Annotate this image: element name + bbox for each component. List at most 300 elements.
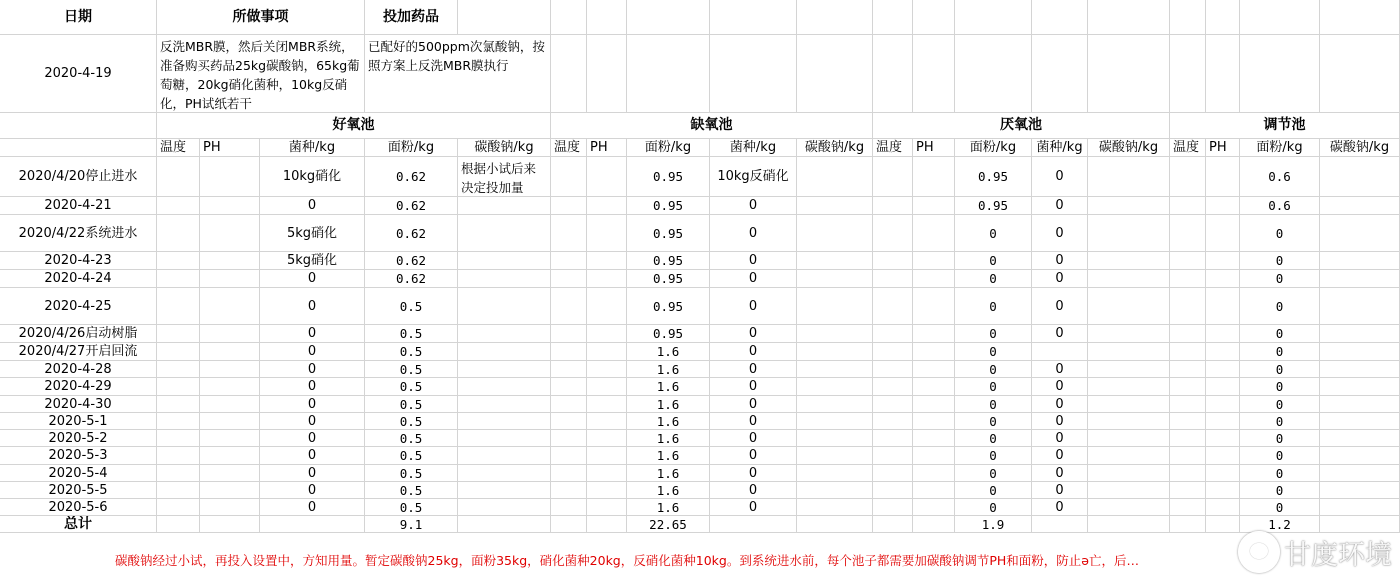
- empty-cell[interactable]: [157, 288, 200, 325]
- anoxic-flour[interactable]: 1.6: [627, 465, 710, 482]
- anoxic-bacteria[interactable]: 0: [710, 197, 797, 215]
- aerobic-flour[interactable]: 0.5: [365, 447, 458, 465]
- empty-cell[interactable]: [797, 499, 873, 516]
- anoxic-flour[interactable]: 0.95: [627, 252, 710, 270]
- aerobic-flour[interactable]: 0.5: [365, 465, 458, 482]
- empty-cell[interactable]: [551, 35, 587, 113]
- empty-cell[interactable]: [1320, 197, 1400, 215]
- empty-cell[interactable]: [873, 413, 913, 430]
- empty-cell[interactable]: [913, 343, 955, 361]
- empty-cell[interactable]: [1320, 157, 1400, 197]
- aerobic-sodium[interactable]: [458, 378, 551, 396]
- equalization-flour[interactable]: 0: [1240, 482, 1320, 499]
- empty-cell[interactable]: [551, 482, 587, 499]
- empty-cell[interactable]: [797, 270, 873, 288]
- empty-cell[interactable]: [1320, 343, 1400, 361]
- row-date[interactable]: 2020-4-21: [0, 197, 157, 215]
- equalization-flour[interactable]: 0: [1240, 343, 1320, 361]
- subheader-equalization-3[interactable]: 碳酸钠/kg: [1320, 139, 1400, 157]
- empty-cell[interactable]: [710, 516, 797, 533]
- empty-cell[interactable]: [913, 215, 955, 252]
- subheader-anoxic-3[interactable]: 菌种/kg: [710, 139, 797, 157]
- empty-cell[interactable]: [551, 343, 587, 361]
- empty-cell[interactable]: [157, 361, 200, 378]
- empty-cell[interactable]: [551, 157, 587, 197]
- empty-cell[interactable]: [797, 252, 873, 270]
- tank-anoxic-header[interactable]: 缺氧池: [551, 113, 873, 139]
- aerobic-bacteria[interactable]: 10kg硝化: [260, 157, 365, 197]
- empty-cell[interactable]: [157, 325, 200, 343]
- anaerobic-bacteria[interactable]: 0: [1032, 157, 1088, 197]
- empty-cell[interactable]: [913, 157, 955, 197]
- anoxic-flour[interactable]: 0.95: [627, 325, 710, 343]
- equalization-flour[interactable]: 0: [1240, 430, 1320, 447]
- anaerobic-flour[interactable]: 0: [955, 499, 1032, 516]
- empty-cell[interactable]: [873, 0, 913, 35]
- first-entry-matters[interactable]: 反洗MBR膜，然后关闭MBR系统，准备购买药品25kg碳酸钠，65kg葡萄糖，20kg硝化菌种，10kg反硝化，PH试纸若干: [157, 35, 365, 113]
- subheader-aerobic-4[interactable]: 碳酸钠/kg: [458, 139, 551, 157]
- empty-cell[interactable]: [873, 343, 913, 361]
- empty-cell[interactable]: [157, 197, 200, 215]
- empty-cell[interactable]: [1206, 482, 1240, 499]
- empty-cell[interactable]: [797, 215, 873, 252]
- anaerobic-bacteria[interactable]: 0: [1032, 413, 1088, 430]
- empty-cell[interactable]: [797, 0, 873, 35]
- aerobic-bacteria[interactable]: 0: [260, 482, 365, 499]
- empty-cell[interactable]: [1320, 0, 1400, 35]
- empty-cell[interactable]: [157, 465, 200, 482]
- aerobic-bacteria[interactable]: 0: [260, 197, 365, 215]
- empty-cell[interactable]: [873, 197, 913, 215]
- anaerobic-flour[interactable]: 0: [955, 361, 1032, 378]
- empty-cell[interactable]: [0, 139, 157, 157]
- empty-cell[interactable]: [710, 0, 797, 35]
- empty-cell[interactable]: [627, 35, 710, 113]
- empty-cell[interactable]: [1088, 378, 1170, 396]
- empty-cell[interactable]: [1240, 0, 1320, 35]
- empty-cell[interactable]: [873, 378, 913, 396]
- empty-cell[interactable]: [1170, 157, 1206, 197]
- aerobic-flour[interactable]: 0.5: [365, 343, 458, 361]
- empty-cell[interactable]: [873, 325, 913, 343]
- row-date[interactable]: 2020/4/27开启回流: [0, 343, 157, 361]
- empty-cell[interactable]: [797, 482, 873, 499]
- empty-cell[interactable]: [913, 252, 955, 270]
- empty-cell[interactable]: [1320, 252, 1400, 270]
- empty-cell[interactable]: [587, 0, 627, 35]
- aerobic-sodium[interactable]: [458, 343, 551, 361]
- empty-cell[interactable]: [1320, 482, 1400, 499]
- aerobic-bacteria[interactable]: 0: [260, 430, 365, 447]
- header-matters[interactable]: 所做事项: [157, 0, 365, 35]
- empty-cell[interactable]: [458, 516, 551, 533]
- first-entry-chemicals[interactable]: 已配好的500ppm次氯酸钠，按照方案上反洗MBR膜执行: [365, 35, 551, 113]
- anaerobic-flour[interactable]: 0: [955, 482, 1032, 499]
- empty-cell[interactable]: [551, 361, 587, 378]
- empty-cell[interactable]: [797, 465, 873, 482]
- empty-cell[interactable]: [200, 430, 260, 447]
- first-entry-date[interactable]: 2020-4-19: [0, 35, 157, 113]
- row-date[interactable]: 2020-4-25: [0, 288, 157, 325]
- anaerobic-bacteria[interactable]: 0: [1032, 447, 1088, 465]
- anoxic-flour[interactable]: 0.95: [627, 270, 710, 288]
- empty-cell[interactable]: [873, 252, 913, 270]
- empty-cell[interactable]: [1088, 35, 1170, 113]
- aerobic-flour[interactable]: 0.62: [365, 197, 458, 215]
- row-date[interactable]: 2020/4/22系统进水: [0, 215, 157, 252]
- header-chemicals[interactable]: 投加药品: [365, 0, 458, 35]
- anoxic-flour[interactable]: 1.6: [627, 499, 710, 516]
- anoxic-flour[interactable]: 1.6: [627, 378, 710, 396]
- anoxic-bacteria[interactable]: 0: [710, 378, 797, 396]
- empty-cell[interactable]: [955, 0, 1032, 35]
- empty-cell[interactable]: [873, 270, 913, 288]
- subheader-anoxic-1[interactable]: PH: [587, 139, 627, 157]
- total-aerobic-flour[interactable]: 9.1: [365, 516, 458, 533]
- equalization-flour[interactable]: 0: [1240, 413, 1320, 430]
- aerobic-sodium[interactable]: [458, 288, 551, 325]
- equalization-flour[interactable]: 0: [1240, 396, 1320, 413]
- empty-cell[interactable]: [913, 361, 955, 378]
- row-date[interactable]: 2020-4-30: [0, 396, 157, 413]
- empty-cell[interactable]: [1170, 465, 1206, 482]
- empty-cell[interactable]: [873, 516, 913, 533]
- empty-cell[interactable]: [1320, 430, 1400, 447]
- empty-cell[interactable]: [873, 288, 913, 325]
- aerobic-flour[interactable]: 0.5: [365, 499, 458, 516]
- empty-cell[interactable]: [551, 0, 587, 35]
- empty-cell[interactable]: [1170, 516, 1206, 533]
- aerobic-flour[interactable]: 0.5: [365, 482, 458, 499]
- row-date[interactable]: 2020/4/20停止进水: [0, 157, 157, 197]
- subheader-anoxic-4[interactable]: 碳酸钠/kg: [797, 139, 873, 157]
- anoxic-bacteria[interactable]: 0: [710, 270, 797, 288]
- aerobic-flour[interactable]: 0.62: [365, 157, 458, 197]
- empty-cell[interactable]: [551, 447, 587, 465]
- empty-cell[interactable]: [587, 343, 627, 361]
- anaerobic-flour[interactable]: 0: [955, 413, 1032, 430]
- empty-cell[interactable]: [913, 396, 955, 413]
- anoxic-bacteria[interactable]: 0: [710, 499, 797, 516]
- empty-cell[interactable]: [587, 325, 627, 343]
- anaerobic-flour[interactable]: 0: [955, 396, 1032, 413]
- empty-cell[interactable]: [587, 270, 627, 288]
- anaerobic-bacteria[interactable]: 0: [1032, 215, 1088, 252]
- empty-cell[interactable]: [797, 430, 873, 447]
- empty-cell[interactable]: [1206, 288, 1240, 325]
- total-anoxic-flour[interactable]: 22.65: [627, 516, 710, 533]
- anaerobic-flour[interactable]: 0: [955, 465, 1032, 482]
- aerobic-bacteria[interactable]: 0: [260, 288, 365, 325]
- empty-cell[interactable]: [1088, 430, 1170, 447]
- empty-cell[interactable]: [873, 430, 913, 447]
- anaerobic-bacteria[interactable]: [1032, 343, 1088, 361]
- empty-cell[interactable]: [913, 499, 955, 516]
- empty-cell[interactable]: [873, 499, 913, 516]
- aerobic-bacteria[interactable]: 0: [260, 396, 365, 413]
- anoxic-flour[interactable]: 0.95: [627, 215, 710, 252]
- anoxic-flour[interactable]: 0.95: [627, 197, 710, 215]
- empty-cell[interactable]: [200, 361, 260, 378]
- aerobic-bacteria[interactable]: 0: [260, 270, 365, 288]
- empty-cell[interactable]: [157, 215, 200, 252]
- equalization-flour[interactable]: 0: [1240, 215, 1320, 252]
- empty-cell[interactable]: [157, 413, 200, 430]
- empty-cell[interactable]: [1206, 396, 1240, 413]
- anoxic-flour[interactable]: 1.6: [627, 396, 710, 413]
- empty-cell[interactable]: [157, 396, 200, 413]
- anoxic-bacteria[interactable]: 0: [710, 215, 797, 252]
- empty-cell[interactable]: [1206, 343, 1240, 361]
- anaerobic-flour[interactable]: 0.95: [955, 157, 1032, 197]
- anaerobic-flour[interactable]: 0: [955, 343, 1032, 361]
- anoxic-bacteria[interactable]: 0: [710, 413, 797, 430]
- empty-cell[interactable]: [1170, 396, 1206, 413]
- empty-cell[interactable]: [1170, 270, 1206, 288]
- empty-cell[interactable]: [551, 499, 587, 516]
- empty-cell[interactable]: [157, 430, 200, 447]
- empty-cell[interactable]: [587, 413, 627, 430]
- anoxic-flour[interactable]: 1.6: [627, 447, 710, 465]
- empty-cell[interactable]: [551, 516, 587, 533]
- subheader-aerobic-2[interactable]: 菌种/kg: [260, 139, 365, 157]
- empty-cell[interactable]: [587, 482, 627, 499]
- equalization-flour[interactable]: 0.6: [1240, 197, 1320, 215]
- empty-cell[interactable]: [1320, 447, 1400, 465]
- anoxic-bacteria[interactable]: 0: [710, 343, 797, 361]
- empty-cell[interactable]: [1088, 396, 1170, 413]
- empty-cell[interactable]: [1088, 447, 1170, 465]
- anaerobic-bacteria[interactable]: 0: [1032, 430, 1088, 447]
- empty-cell[interactable]: [1206, 465, 1240, 482]
- empty-cell[interactable]: [587, 396, 627, 413]
- empty-cell[interactable]: [1088, 215, 1170, 252]
- aerobic-flour[interactable]: 0.5: [365, 413, 458, 430]
- aerobic-bacteria[interactable]: 0: [260, 465, 365, 482]
- equalization-flour[interactable]: 0: [1240, 361, 1320, 378]
- row-date[interactable]: 2020-5-5: [0, 482, 157, 499]
- empty-cell[interactable]: [913, 35, 955, 113]
- anoxic-flour[interactable]: 0.95: [627, 288, 710, 325]
- empty-cell[interactable]: [913, 378, 955, 396]
- subheader-anaerobic-0[interactable]: 温度: [873, 139, 913, 157]
- anoxic-bacteria[interactable]: 0: [710, 288, 797, 325]
- empty-cell[interactable]: [157, 482, 200, 499]
- empty-cell[interactable]: [587, 361, 627, 378]
- anaerobic-flour[interactable]: 0: [955, 288, 1032, 325]
- empty-cell[interactable]: [873, 361, 913, 378]
- empty-cell[interactable]: [1088, 270, 1170, 288]
- empty-cell[interactable]: [1320, 499, 1400, 516]
- empty-cell[interactable]: [587, 499, 627, 516]
- empty-cell[interactable]: [458, 0, 551, 35]
- aerobic-sodium[interactable]: [458, 396, 551, 413]
- empty-cell[interactable]: [1088, 252, 1170, 270]
- empty-cell[interactable]: [200, 516, 260, 533]
- row-date[interactable]: 2020-5-6: [0, 499, 157, 516]
- anoxic-bacteria[interactable]: 0: [710, 361, 797, 378]
- empty-cell[interactable]: [1206, 361, 1240, 378]
- empty-cell[interactable]: [1320, 413, 1400, 430]
- empty-cell[interactable]: [913, 482, 955, 499]
- aerobic-flour[interactable]: 0.62: [365, 270, 458, 288]
- empty-cell[interactable]: [200, 482, 260, 499]
- empty-cell[interactable]: [1032, 35, 1088, 113]
- anoxic-flour[interactable]: 1.6: [627, 430, 710, 447]
- empty-cell[interactable]: [1170, 288, 1206, 325]
- empty-cell[interactable]: [1032, 516, 1088, 533]
- aerobic-bacteria[interactable]: 0: [260, 499, 365, 516]
- empty-cell[interactable]: [551, 413, 587, 430]
- empty-cell[interactable]: [1088, 516, 1170, 533]
- empty-cell[interactable]: [551, 252, 587, 270]
- empty-cell[interactable]: [1170, 482, 1206, 499]
- empty-cell[interactable]: [797, 361, 873, 378]
- aerobic-bacteria[interactable]: 0: [260, 361, 365, 378]
- empty-cell[interactable]: [1320, 35, 1400, 113]
- anoxic-flour[interactable]: 1.6: [627, 343, 710, 361]
- anaerobic-bacteria[interactable]: 0: [1032, 361, 1088, 378]
- empty-cell[interactable]: [797, 288, 873, 325]
- anoxic-flour[interactable]: 1.6: [627, 413, 710, 430]
- empty-cell[interactable]: [913, 197, 955, 215]
- empty-cell[interactable]: [200, 465, 260, 482]
- footnote-red[interactable]: 碳酸钠经过小试，再投入设置中，方知用量。暂定碳酸钠25kg，面粉35kg，硝化菌种20kg，反硝化菌种10kg。到系统进水前，每个池子都需要加碳酸钠调节PH和面粉，防止ǝ亡，后…: [115, 553, 1139, 568]
- anaerobic-flour[interactable]: 0: [955, 215, 1032, 252]
- aerobic-sodium[interactable]: [458, 499, 551, 516]
- anoxic-bacteria[interactable]: 10kg反硝化: [710, 157, 797, 197]
- empty-cell[interactable]: [1206, 499, 1240, 516]
- empty-cell[interactable]: [1170, 252, 1206, 270]
- empty-cell[interactable]: [587, 157, 627, 197]
- anaerobic-flour[interactable]: 0: [955, 252, 1032, 270]
- empty-cell[interactable]: [200, 413, 260, 430]
- empty-cell[interactable]: [1170, 0, 1206, 35]
- aerobic-flour[interactable]: 0.5: [365, 361, 458, 378]
- empty-cell[interactable]: [1320, 465, 1400, 482]
- subheader-anaerobic-1[interactable]: PH: [913, 139, 955, 157]
- empty-cell[interactable]: [873, 447, 913, 465]
- row-date[interactable]: 2020-4-24: [0, 270, 157, 288]
- anaerobic-flour[interactable]: 0.95: [955, 197, 1032, 215]
- empty-cell[interactable]: [913, 430, 955, 447]
- empty-cell[interactable]: [551, 197, 587, 215]
- anaerobic-flour[interactable]: 0: [955, 325, 1032, 343]
- anoxic-flour[interactable]: 0.95: [627, 157, 710, 197]
- aerobic-sodium[interactable]: [458, 270, 551, 288]
- equalization-flour[interactable]: 0: [1240, 270, 1320, 288]
- empty-cell[interactable]: [1206, 413, 1240, 430]
- empty-cell[interactable]: [1088, 465, 1170, 482]
- empty-cell[interactable]: [913, 325, 955, 343]
- subheader-equalization-1[interactable]: PH: [1206, 139, 1240, 157]
- aerobic-bacteria[interactable]: 0: [260, 447, 365, 465]
- header-date[interactable]: 日期: [0, 0, 157, 35]
- empty-cell[interactable]: [913, 465, 955, 482]
- aerobic-sodium[interactable]: [458, 215, 551, 252]
- empty-cell[interactable]: [1206, 0, 1240, 35]
- empty-cell[interactable]: [797, 157, 873, 197]
- empty-cell[interactable]: [1206, 35, 1240, 113]
- anaerobic-bacteria[interactable]: 0: [1032, 288, 1088, 325]
- anaerobic-flour[interactable]: 0: [955, 447, 1032, 465]
- anaerobic-bacteria[interactable]: 0: [1032, 499, 1088, 516]
- aerobic-bacteria[interactable]: 0: [260, 343, 365, 361]
- subheader-anoxic-0[interactable]: 温度: [551, 139, 587, 157]
- empty-cell[interactable]: [1088, 361, 1170, 378]
- empty-cell[interactable]: [200, 325, 260, 343]
- empty-cell[interactable]: [200, 343, 260, 361]
- aerobic-bacteria[interactable]: 0: [260, 378, 365, 396]
- empty-cell[interactable]: [157, 378, 200, 396]
- empty-cell[interactable]: [1170, 197, 1206, 215]
- empty-cell[interactable]: [1088, 325, 1170, 343]
- empty-cell[interactable]: [1170, 378, 1206, 396]
- empty-cell[interactable]: [200, 197, 260, 215]
- empty-cell[interactable]: [200, 447, 260, 465]
- empty-cell[interactable]: [1170, 430, 1206, 447]
- aerobic-sodium[interactable]: [458, 482, 551, 499]
- anoxic-bacteria[interactable]: 0: [710, 396, 797, 413]
- empty-cell[interactable]: [797, 197, 873, 215]
- empty-cell[interactable]: [1320, 361, 1400, 378]
- equalization-flour[interactable]: 0: [1240, 325, 1320, 343]
- anoxic-bacteria[interactable]: 0: [710, 252, 797, 270]
- subheader-aerobic-1[interactable]: PH: [200, 139, 260, 157]
- row-date[interactable]: 2020-5-4: [0, 465, 157, 482]
- empty-cell[interactable]: [1170, 343, 1206, 361]
- anoxic-bacteria[interactable]: 0: [710, 482, 797, 499]
- empty-cell[interactable]: [551, 396, 587, 413]
- empty-cell[interactable]: [1170, 35, 1206, 113]
- aerobic-sodium[interactable]: [458, 361, 551, 378]
- empty-cell[interactable]: [1170, 413, 1206, 430]
- anaerobic-bacteria[interactable]: 0: [1032, 482, 1088, 499]
- empty-cell[interactable]: [1206, 270, 1240, 288]
- empty-cell[interactable]: [1206, 430, 1240, 447]
- anoxic-bacteria[interactable]: 0: [710, 465, 797, 482]
- anaerobic-bacteria[interactable]: 0: [1032, 465, 1088, 482]
- empty-cell[interactable]: [200, 270, 260, 288]
- aerobic-sodium[interactable]: [458, 413, 551, 430]
- empty-cell[interactable]: [551, 288, 587, 325]
- empty-cell[interactable]: [200, 378, 260, 396]
- empty-cell[interactable]: [797, 396, 873, 413]
- empty-cell[interactable]: [913, 288, 955, 325]
- empty-cell[interactable]: [551, 430, 587, 447]
- empty-cell[interactable]: [551, 378, 587, 396]
- empty-cell[interactable]: [551, 215, 587, 252]
- empty-cell[interactable]: [157, 270, 200, 288]
- empty-cell[interactable]: [587, 252, 627, 270]
- subheader-anaerobic-2[interactable]: 面粉/kg: [955, 139, 1032, 157]
- empty-cell[interactable]: [1088, 482, 1170, 499]
- empty-cell[interactable]: [797, 447, 873, 465]
- empty-cell[interactable]: [873, 465, 913, 482]
- empty-cell[interactable]: [1320, 396, 1400, 413]
- empty-cell[interactable]: [157, 447, 200, 465]
- empty-cell[interactable]: [1320, 215, 1400, 252]
- empty-cell[interactable]: [797, 35, 873, 113]
- row-date[interactable]: 2020/4/26启动树脂: [0, 325, 157, 343]
- empty-cell[interactable]: [913, 447, 955, 465]
- aerobic-sodium[interactable]: [458, 325, 551, 343]
- empty-cell[interactable]: [1320, 516, 1400, 533]
- anaerobic-bacteria[interactable]: 0: [1032, 396, 1088, 413]
- empty-cell[interactable]: [1206, 516, 1240, 533]
- empty-cell[interactable]: [873, 396, 913, 413]
- equalization-flour[interactable]: 0: [1240, 499, 1320, 516]
